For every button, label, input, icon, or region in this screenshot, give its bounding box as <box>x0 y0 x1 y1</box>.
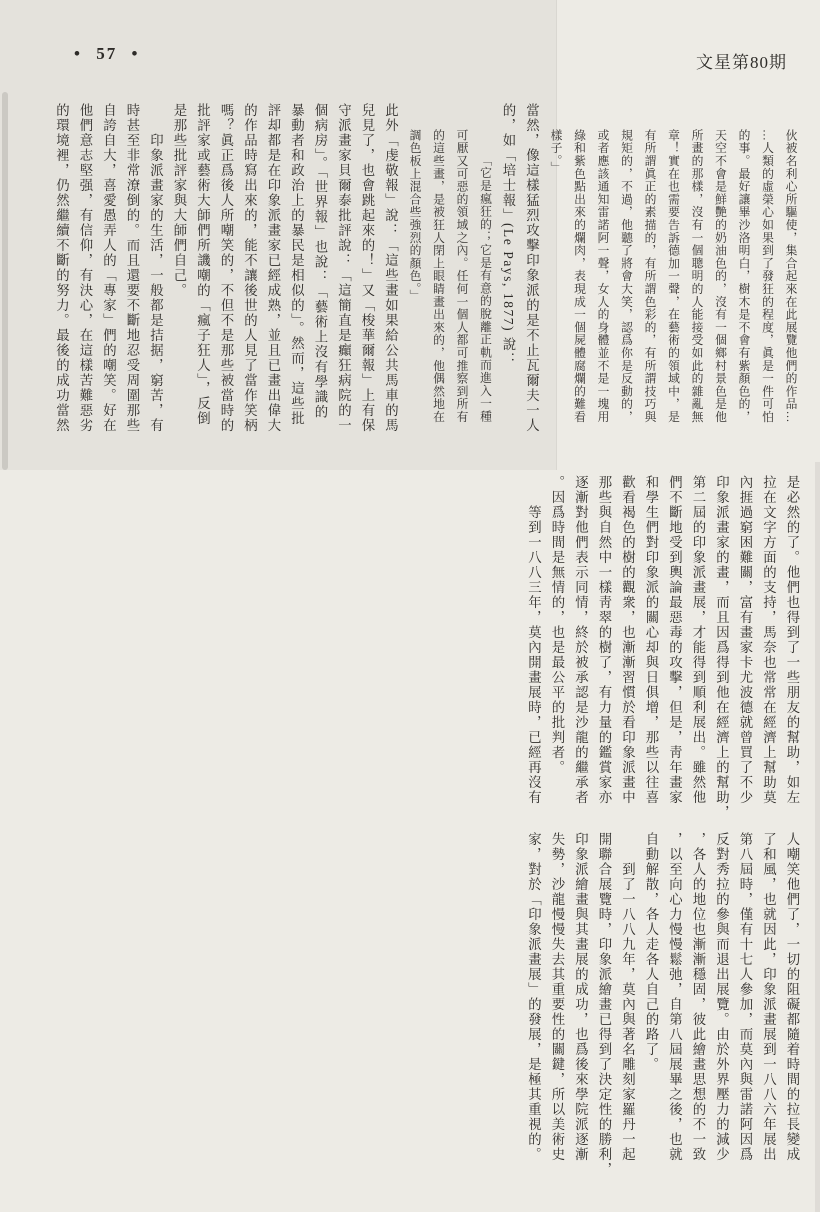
text-column: 失勢，沙龍慢慢失去其重要性的關鍵，所以美術史 <box>550 832 565 1162</box>
text-column: 等到一八八三年，莫內開畫展時，已經再沒有 <box>526 505 542 805</box>
text-column: ，以至向心力慢慢鬆弛，自第八屆展畢之後，也就 <box>667 832 683 1162</box>
text-column: 和學生們對印象派的關心却與日俱增，那些以往喜 <box>644 475 659 805</box>
text-column: 暴動者和政治上的暴民是相似的」。然而，這些批 <box>289 103 305 427</box>
text-column: 家，對於「印象派畫展」的發展，是極其重視的。 <box>526 832 542 1162</box>
text-column: 自動解散，各人走各人自己的路了。 <box>644 832 659 1072</box>
text-column: 「它是瘋狂的；它是有意的脫離正軌而進入一種 <box>478 154 493 423</box>
text-column: 當然，像這樣猛烈攻擊印象派的是不止瓦爾夫一人 <box>524 103 540 433</box>
text-column: 。因爲時間是無情的，也是最公平的批判者。 <box>550 475 565 775</box>
text-column: 此外「虔敬報」說：「這些畫如果給公共馬車的馬 <box>383 103 399 433</box>
text-column: 那些與自然中一樣靑翠的樹了，有力量的鑑賞家亦 <box>597 475 612 805</box>
text-column: 歡看褐色的樹的觀衆，也漸漸習慣於看印象派畫中 <box>620 475 636 805</box>
text-band-bottom <box>522 832 804 1177</box>
text-column: 內捱過窮困難關，富有畫家卡尤波德就曾買了不少 <box>738 475 753 805</box>
text-column: …人類的虛榮心如果到了發狂的程度，眞是一件可怕 <box>760 128 775 423</box>
text-column: 印象派繪畫與其畫展的成功，也爲後來學院派逐漸 <box>573 832 589 1162</box>
text-column: 樣子。」 <box>549 128 563 174</box>
text-column: 是那些批評家與大師們自己。 <box>172 103 187 298</box>
page-gutter-shadow <box>2 92 8 470</box>
text-column: 調色板上混合些強烈的顏色。」 <box>408 128 422 302</box>
text-column: 守派畫家貝爾泰批評說：「這簡直是癲狂病院的一 <box>336 103 352 433</box>
text-column: 逐漸對他們表示同情，終於被承認是沙龍的繼承者 <box>573 475 589 805</box>
text-column: 所畫的那樣，沒有一個聰明的人能接受如此的雜亂無 <box>690 128 704 423</box>
text-column: 了和風，也就因此，印象派畫展到一八八六年展出 <box>761 832 777 1162</box>
page-number: • 57 • <box>74 44 140 63</box>
text-column: 印象派畫家的生活，一般都是拮据，窮苦，有 <box>148 133 164 433</box>
text-column: 有所謂眞正的素描的，有所謂色彩的，有所謂技巧與 <box>643 128 657 423</box>
text-column: 的環境裡，仍然繼續不斷的努力。最後的成功當然 <box>54 103 70 433</box>
text-column: 章！實在也需要告訴德加一聲，在藝術的領域中，是 <box>666 128 681 423</box>
scan-edge-shadow <box>815 462 820 1212</box>
text-column: 的這些畫，是被狂人閉上眼睛畫出來的，他偶然地在 <box>431 128 446 423</box>
text-column: 的作品時寫出來的，能不讓後世的人見了當作笑柄 <box>242 103 258 433</box>
text-band-top <box>50 103 802 443</box>
text-column: 兒見了，也會跳起來的！」又「梭華爾報」上有保 <box>360 103 375 433</box>
text-column: 到了一八八九年，莫內與著名雕刻家羅丹一起 <box>620 862 636 1162</box>
text-column: 第八屆時，僅有十七人參加，而莫內與雷諾阿因爲 <box>738 832 753 1162</box>
text-column: 時甚至非常潦倒的。而且還要不斷地忍受周圍那些 <box>125 103 140 433</box>
text-column: 第二屆的印象派畫展，才能得到順利展出。雖然他 <box>691 475 706 805</box>
text-column: 批評家或藝術大師們所譏嘲的「瘋子狂人」，反倒 <box>195 103 211 427</box>
text-column: 可厭又可惡的領域之內。任何一個人都可推察到所有 <box>455 128 469 423</box>
text-column: 綠和紫色點出來的爛肉，表現成一個屍體腐爛的難看 <box>572 128 587 423</box>
text-column: 人嘲笑他們了，一切的阻礙都隨着時間的拉長變成 <box>785 832 800 1162</box>
text-column: 伙被名利心所驅使，集合起來在此展覽他們的作品… <box>784 128 798 423</box>
text-band-middle <box>522 475 804 820</box>
text-column: 印象派畫家的畫，而且因爲得到他在經濟上的幫助， <box>714 475 730 820</box>
text-column: 個病房」。「世界報」也說：「藝術上沒有學識的 <box>313 103 328 420</box>
text-column: ，各人的地位也漸漸穩固，彼此繪畫思想的不一致 <box>691 832 706 1162</box>
text-column: 們不斷地受到輿論最惡毒的攻擊，但是，靑年畫家 <box>667 475 683 805</box>
issue-title: 文星第80期 <box>696 53 787 72</box>
text-column: 他們意志堅强，有信仰，有決心，在這樣苦難惡劣 <box>78 103 93 433</box>
text-column: 自誇自大，喜愛愚弄人的「專家」們的嘲笑。好在 <box>101 103 117 433</box>
text-column: 是必然的了。他們也得到了一些朋友的幫助，如左 <box>785 475 800 805</box>
text-column: 評却都是在印象派畫家已經成熟，並且已畫出偉大 <box>266 103 281 433</box>
text-column: 天空不會是鮮艷的奶油色的，沒有一個鄉村景色是他 <box>713 128 728 423</box>
text-column: 嗎？眞正爲後人所嘲笑的，不但不是那些被當時的 <box>219 103 234 433</box>
text-column: 拉在文字方面的支持，馬奈也常常在經濟上幫助莫 <box>761 475 777 805</box>
text-column: 的，如「培士報」(Le Pays, 1877) 說： <box>501 103 516 368</box>
text-column: 開聯合展覽時，印象派繪畫已得到了決定性的勝利， <box>597 832 612 1177</box>
text-column: 規矩的，不過，他聽了將會大笑，認爲你是反動的， <box>619 128 634 423</box>
text-column: 或者應該通知雷諾阿一聲，女人的身體並不是一塊用 <box>596 128 610 423</box>
text-column: 反對秀拉的參與而退出展覽。由於外界壓力的減少 <box>714 832 730 1162</box>
text-column: 的事。最好讓畢沙洛明白，樹木是不會有紫顏色的， <box>737 128 751 423</box>
